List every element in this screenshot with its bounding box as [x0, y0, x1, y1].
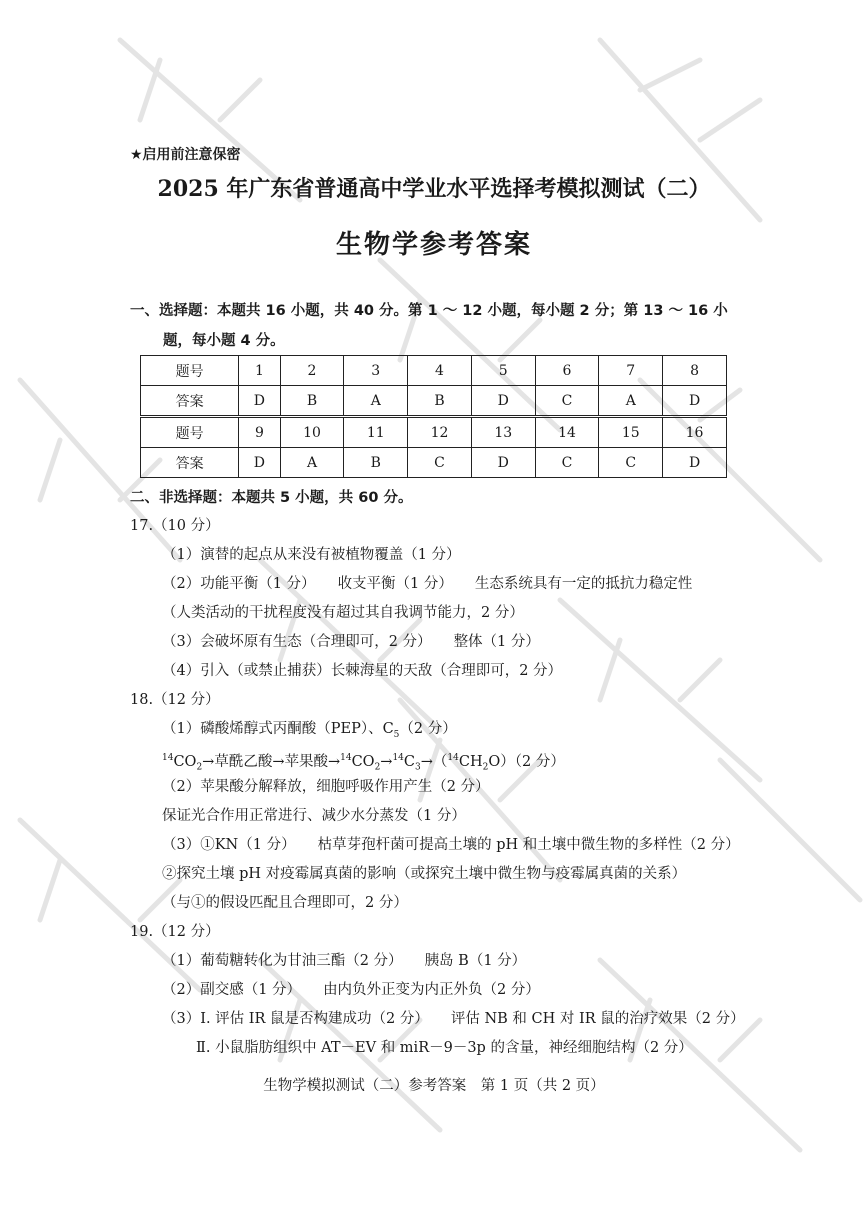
table-row [141, 448, 727, 478]
question-number: 12 [408, 417, 472, 448]
question-number: 7 [599, 356, 663, 386]
formula-part: C [403, 753, 416, 770]
question-number: 4 [408, 356, 472, 386]
q18-answer-1 [130, 715, 750, 744]
q18-carbon-pathway [130, 744, 750, 773]
row-label: 题号 [141, 417, 239, 448]
section-1-heading [130, 296, 740, 356]
question-number: 10 [280, 417, 344, 448]
table-row [141, 386, 727, 417]
q17-answer-2c: 生态系统具有一定的抵抗力稳定性 [474, 576, 693, 592]
superscript: 14 [392, 753, 404, 763]
question-number: 5 [471, 356, 535, 386]
formula-part: CO [351, 753, 375, 770]
question-number: 6 [535, 356, 599, 386]
formula-part: →草酰乙酸→苹果酸→ [202, 753, 341, 770]
superscript: 14 [340, 753, 352, 763]
question-number: 16 [663, 417, 727, 448]
table-row [141, 417, 727, 448]
row-label: 答案 [141, 448, 239, 478]
section-1-line-1: 一、选择题：本题共 16 小题，共 40 分。第 1 ～ 12 小题，每小题 2 分；第 13 ～ 16 小 [130, 303, 728, 319]
row-label: 答案 [141, 386, 239, 417]
formula-part: O）（2 分） [488, 753, 565, 770]
superscript: 14 [162, 753, 174, 763]
q19-answer-2b: 由内负外正变为内正外负（2 分） [323, 982, 540, 998]
answer-cell: A [344, 386, 408, 417]
answer-cell: A [599, 386, 663, 417]
answer-body [130, 512, 750, 1063]
answer-cell: D [471, 386, 535, 417]
q19-answer-3 [130, 1005, 750, 1034]
q18-answer-1-score: （2 分） [399, 721, 457, 737]
q19-answer-3-ii: Ⅱ. 小鼠脂肪组织中 AT－EV 和 miR－9－3p 的含量，神经细胞结构（2 分） [196, 1040, 693, 1056]
answer-cell: D [471, 448, 535, 478]
subscript: 5 [393, 729, 400, 740]
subscript: 2 [482, 762, 489, 773]
q17-answer-2 [130, 570, 750, 599]
subscript: 2 [196, 762, 203, 773]
subscript: 2 [374, 762, 381, 773]
question-number: 1 [239, 356, 280, 386]
q18-answer-3 [130, 831, 750, 860]
row-label: 题号 [141, 356, 239, 386]
q17-answer-2-note: （人类活动的干扰程度没有超过其自我调节能力，2 分） [162, 605, 524, 621]
q17-answer-2a: （2）功能平衡（1 分） [162, 576, 316, 592]
page-footer: 生物学模拟测试（二）参考答案 第 1 页（共 2 页） [263, 1078, 605, 1094]
subscript: 3 [415, 762, 421, 773]
q18-answer-2b: 保证光合作用正常进行、减少水分蒸发（1 分） [162, 808, 466, 824]
q18-answer-2: （2）苹果酸分解释放，细胞呼吸作用产生（2 分） [162, 779, 490, 795]
question-number: 13 [471, 417, 535, 448]
question-number: 9 [239, 417, 280, 448]
question-number: 3 [344, 356, 408, 386]
q17-answer-1: （1）演替的起点从来没有被植物覆盖（1 分） [162, 547, 461, 563]
formula-part: CO [173, 753, 197, 770]
q18-answer-3a: （3）①KN（1 分） [162, 837, 296, 853]
answer-cell: C [408, 448, 472, 478]
confidential-notice: ★启用前注意保密 [130, 147, 241, 163]
q19-answer-1b: 胰岛 B（1 分） [424, 953, 527, 969]
q19-answer-2 [130, 976, 750, 1005]
q17-answer-2b: 收支平衡（1 分） [337, 576, 453, 592]
q19-answer-3a: （3）Ⅰ. 评估 IR 鼠是否构建成功（2 分） [162, 1011, 429, 1027]
question-number: 2 [280, 356, 344, 386]
answer-cell: A [280, 448, 344, 478]
answer-cell: D [663, 448, 727, 478]
q19-answer-1 [130, 947, 750, 976]
table-row [141, 356, 727, 386]
question-number: 14 [535, 417, 599, 448]
answer-cell: B [408, 386, 472, 417]
q19-answer-1a: （1）葡萄糖转化为甘油三酯（2 分） [162, 953, 403, 969]
q17-answer-3 [130, 628, 750, 657]
section-2-heading: 二、非选择题：本题共 5 小题，共 60 分。 [130, 490, 413, 506]
formula-part: CH [458, 753, 483, 770]
q17-answer-4: （4）引入（或禁止捕获）长棘海星的天敌（合理即可，2 分） [162, 663, 563, 679]
section-1-line-2: 题，每小题 4 分。 [163, 333, 285, 349]
answer-cell: B [344, 448, 408, 478]
q18-heading: 18.（12 分） [130, 692, 220, 708]
question-number: 15 [599, 417, 663, 448]
answer-cell: C [535, 386, 599, 417]
exam-title: 2025 年广东省普通高中学业水平选择考模拟测试（二） [157, 176, 711, 202]
superscript: 14 [447, 753, 459, 763]
q19-answer-3b: 评估 NB 和 CH 对 IR 鼠的治疗效果（2 分） [450, 1011, 745, 1027]
question-number: 8 [663, 356, 727, 386]
q18-answer-3-note: （与①的假设匹配且合理即可，2 分） [162, 895, 408, 911]
answer-table [140, 355, 727, 478]
q17-answer-3a: （3）会破坏原有生态（合理即可，2 分） [162, 634, 432, 650]
answer-cell: D [239, 386, 280, 417]
q17-heading: 17.（10 分） [130, 518, 220, 534]
answer-cell: C [535, 448, 599, 478]
q18-answer-3c: ②探究土壤 pH 对疫霉属真菌的影响（或探究土壤中微生物与疫霉属真菌的关系） [162, 866, 687, 882]
q18-answer-3b: 枯草芽孢杆菌可提高土壤的 pH 和土壤中微生物的多样性（2 分） [317, 837, 740, 853]
q19-heading: 19.（12 分） [130, 924, 220, 940]
formula-part: → [380, 753, 393, 770]
answer-key-title: 生物学参考答案 [335, 230, 532, 260]
question-number: 11 [344, 417, 408, 448]
q19-answer-2a: （2）副交感（1 分） [162, 982, 302, 998]
answer-cell: C [599, 448, 663, 478]
formula-part: →（ [420, 753, 448, 770]
answer-cell: D [663, 386, 727, 417]
q17-answer-3b: 整体（1 分） [453, 634, 540, 650]
answer-cell: B [280, 386, 344, 417]
q18-answer-1-text: （1）磷酸烯醇式丙酮酸（PEP）、C [162, 721, 394, 737]
answer-cell: D [239, 448, 280, 478]
